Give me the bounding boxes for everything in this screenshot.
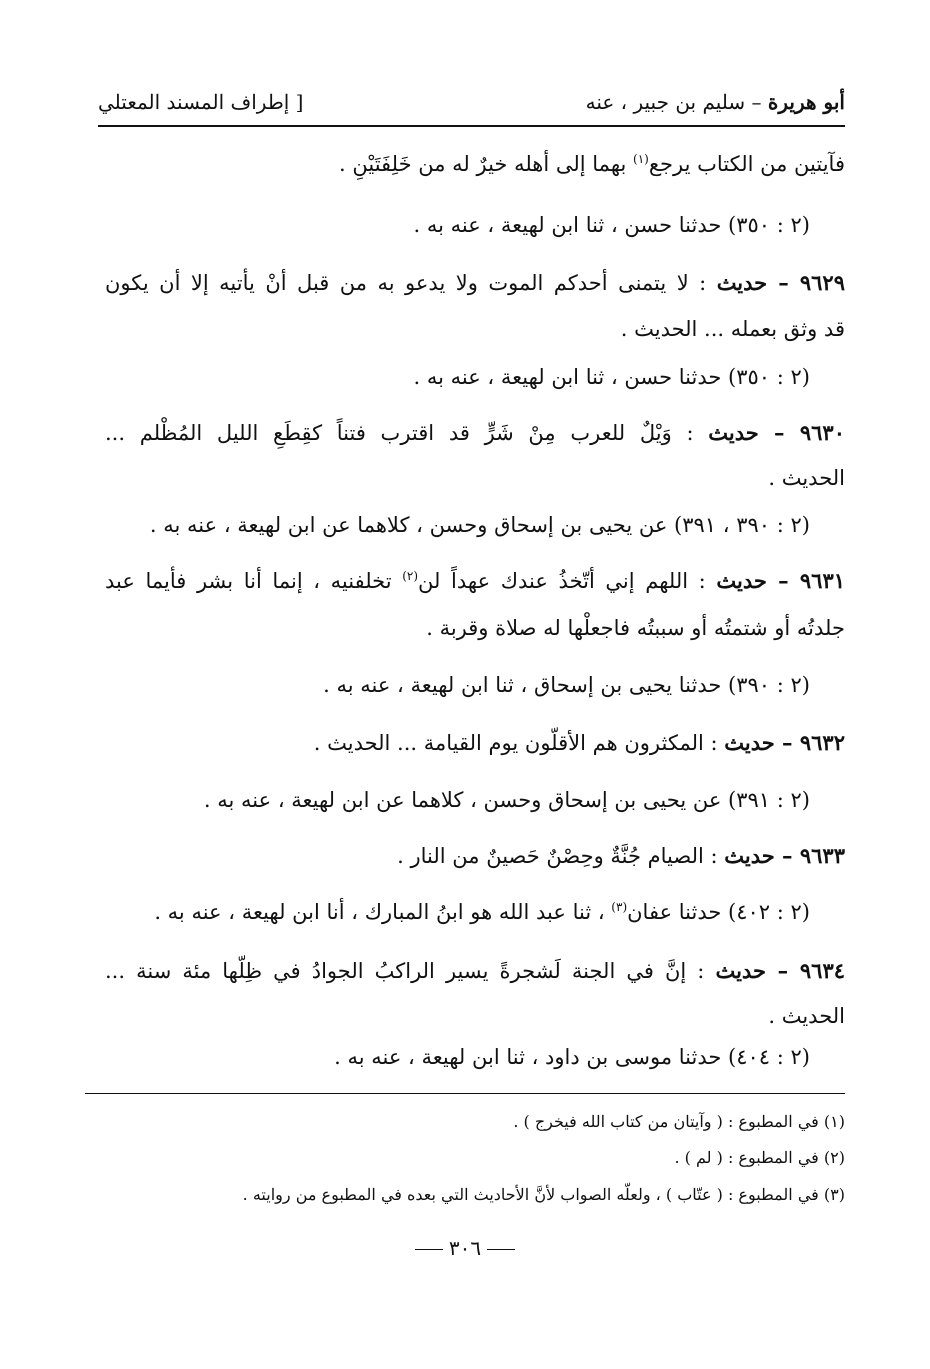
header-rule: [98, 125, 845, 127]
text-line: [621, 317, 845, 341]
hadith-label: حديث: [708, 420, 759, 445]
page-number-text: ٣٠٦: [448, 1236, 482, 1260]
footnote-ref-3[interactable]: (٣): [611, 900, 628, 914]
hadith-text: : إنَّ في الجنة لَشجرةً يسير الراكبُ الجوادُ في ظِلّها مئة سنة ...: [105, 959, 716, 983]
citation-line: [413, 213, 810, 237]
hadith-text: : المكثرون هم الأقلّون يوم القيامة ... الحديث .: [313, 731, 725, 755]
hadith-label: حديث: [715, 958, 766, 983]
footnote-separator: [85, 1093, 845, 1094]
footnote-3: (٣) في المطبوع : ( عتّاب ) ، ولعلّه الصواب لأنَّ الأحاديث التي بعده في المطبوع من روايته .: [242, 1185, 845, 1204]
citation-line: [413, 365, 810, 389]
text-line: [768, 466, 845, 490]
folio-dash-right: [487, 1249, 515, 1250]
hadith-number: ٩٦٢٩: [799, 270, 845, 295]
citation-line: [323, 673, 810, 697]
text-line: [426, 616, 845, 640]
folio-dash-left: [415, 1249, 443, 1250]
hadith-9630: ٩٦٣٠ – حديث : وَيْلٌ للعرب مِنْ شَرٍّ قد اقترب فتناً كقِطَعِ الليل المُظْلم ...: [105, 420, 845, 445]
line-text-after: بهما إلى أهله خيرٌ له من خَلِفَتَيْنِ .: [339, 152, 634, 176]
hadith-text: : لا يتمنى أحدكم الموت ولا يدعو به من قبل أنْ يأتيه إلا أن يكون: [105, 271, 717, 295]
line-text: الحديث .: [768, 1004, 845, 1028]
text-line-1: [339, 152, 845, 176]
header-chapter-rest: – سليم بن جبير ، عنه: [585, 90, 768, 114]
footnote-1: (١) في المطبوع : ( وآيتان من كتاب الله فيخرج ) .: [513, 1112, 845, 1131]
footnote-2: (٢) في المطبوع : ( لم ) .: [674, 1148, 845, 1167]
footnote-ref-1[interactable]: (١): [633, 152, 649, 166]
line-text: الحديث .: [768, 466, 845, 490]
hadith-label: حديث: [724, 730, 775, 755]
citation-text: (٢ : ٣٩١) عن يحيى بن إسحاق وحسن ، كلاهما عن ابن لهيعة ، عنه به .: [203, 788, 810, 812]
citation-text: (٢ : ٤٠٢) حدثنا عفان: [627, 900, 810, 924]
citation-line: [334, 1045, 810, 1069]
page-number: [0, 1236, 930, 1260]
header-chapter: [586, 90, 845, 114]
hadith-number: ٩٦٣٠: [799, 420, 845, 445]
hadith-9632: ٩٦٣٢ – حديث : المكثرون هم الأقلّون يوم القيامة ... الحديث .: [313, 730, 845, 755]
header-chapter-bold: أبو هريرة: [767, 90, 845, 114]
line-text: فآيتين من الكتاب يرجع: [648, 152, 845, 176]
citation-text: (٢ : ٣٩٠ ، ٣٩١) عن يحيى بن إسحاق وحسن ، كلاهما عن ابن لهيعة ، عنه به .: [149, 513, 810, 537]
hadith-number: ٩٦٣٤: [799, 958, 846, 983]
hadith-text: : الصيام جُنَّةٌ وحِصْنٌ حَصينٌ من النار .: [397, 844, 725, 868]
citation-line: [150, 513, 810, 537]
hadith-label: حديث: [724, 843, 775, 868]
hadith-text: : اللهم إني أتّخذُ عندك عهداً لن: [418, 569, 717, 593]
hadith-9634: ٩٦٣٤ – حديث : إنَّ في الجنة لَشجرةً يسير الراكبُ الجوادُ في ظِلّها مئة سنة ...: [105, 958, 846, 983]
hadith-9631: ٩٦٣١ – حديث : اللهم إني أتّخذُ عندك عهداً لن$^{(٢)}$ تخلفنيه ، إنما أنا بشر فأيما عبد: [105, 568, 846, 593]
text-line: [768, 1004, 845, 1028]
hadith-number: ٩٦٣٢: [799, 730, 845, 755]
citation-text: (٢ : ٣٥٠) حدثنا حسن ، ثنا ابن لهيعة ، عنه به .: [413, 213, 810, 237]
hadith-number: ٩٦٣٣: [799, 843, 845, 868]
hadith-text-after: تخلفنيه ، إنما أنا بشر فأيما عبد: [105, 569, 403, 593]
hadith-label: حديث: [716, 568, 767, 593]
citation-text-after: ، ثنا عبد الله هو ابنُ المبارك ، أنا ابن لهيعة ، عنه به .: [154, 900, 612, 924]
line-text: قد وثق بعمله ... الحديث .: [620, 317, 845, 341]
citation-text: (٢ : ٣٩٠) حدثنا يحيى بن إسحاق ، ثنا ابن لهيعة ، عنه به .: [323, 673, 810, 697]
hadith-text: : وَيْلٌ للعرب مِنْ شَرٍّ قد اقترب فتناً كقِطَعِ الليل المُظْلم ...: [105, 421, 709, 445]
citation-text: (٢ : ٤٠٤) حدثنا موسى بن داود ، ثنا ابن لهيعة ، عنه به .: [334, 1045, 810, 1069]
hadith-9633: ٩٦٣٣ – حديث : الصيام جُنَّةٌ وحِصْنٌ حَصينٌ من النار .: [397, 843, 845, 868]
citation-text: (٢ : ٣٥٠) حدثنا حسن ، ثنا ابن لهيعة ، عنه به .: [413, 365, 810, 389]
running-header: [98, 86, 845, 126]
header-book-title: [ إطراف المسند المعتلي: [98, 90, 304, 114]
line-text: جلدتُه أو شتمتُه أو سببتُه فاجعلْها له صلاة وقربة .: [426, 616, 845, 640]
footnote-ref-2[interactable]: (٢): [402, 569, 419, 583]
citation-line: [154, 900, 810, 924]
hadith-label: حديث: [716, 270, 768, 295]
hadith-number: ٩٦٣١: [799, 568, 846, 593]
hadith-9629: ٩٦٢٩ – حديث : لا يتمنى أحدكم الموت ولا يدعو به من قبل أنْ يأتيه إلا أن يكون: [105, 270, 845, 295]
citation-line: [204, 788, 810, 812]
